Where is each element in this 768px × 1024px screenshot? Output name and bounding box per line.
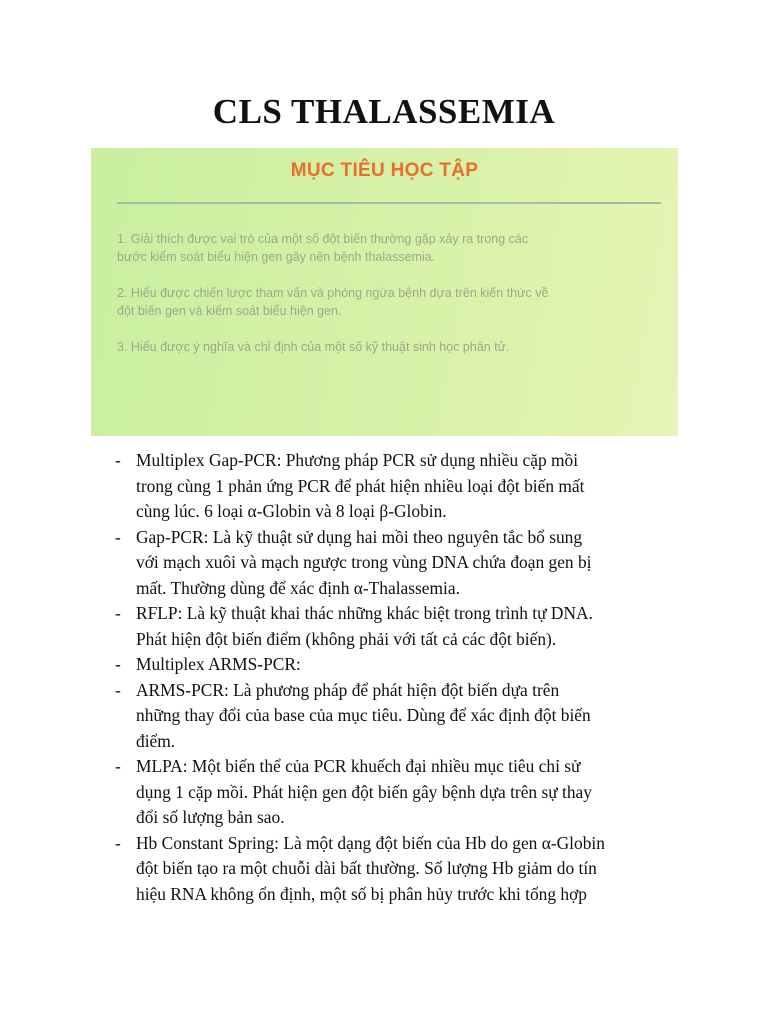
list-item (115, 601, 695, 652)
slide-photo (91, 148, 678, 436)
list-item-text: RFLP: Là kỹ thuật khai thác những khác biệt trong trình tự DNA. Phát hiện đột biến điểm (không phải với tất cả các đột biến). (136, 603, 593, 649)
page-title: CLS THALASSEMIA (212, 92, 556, 131)
list-item-text: MLPA: Một biến thể của PCR khuếch đại nhiều mục tiêu chỉ sử dụng 1 cặp mồi. Phát hiện gen đột biến gây bệnh dựa trên sự thay đổi số lượng bản sao. (136, 756, 592, 827)
slide-line: đột biến gen và kiểm soát biểu hiện gen. (117, 304, 342, 318)
list-item (115, 525, 695, 602)
list-item (115, 831, 695, 908)
slide-line: 1. Giải thích được vai trò của một số đột biến thường gặp xảy ra trong các (117, 232, 529, 246)
list-item-text: ARMS-PCR: Là phương pháp để phát hiện đột biến dựa trên những thay đổi của base của mục tiêu. Dùng để xác định đột biến điểm. (136, 679, 591, 751)
bullet-dash: - (115, 756, 121, 776)
bullet-dash: - (115, 679, 121, 700)
slide-divider (117, 202, 661, 204)
list-item (115, 678, 695, 755)
slide-line: bước kiểm soát biểu hiện gen gây nên bệnh thalassemia. (117, 250, 436, 264)
list-item (115, 652, 695, 678)
slide-objectives (117, 230, 678, 374)
list-item (115, 754, 695, 831)
slide-line: 2. Hiểu được chiến lược tham vấn và phòng ngừa bệnh dựa trên kiến thức về (117, 286, 549, 300)
bullet-dash: - (115, 832, 121, 853)
slide-heading: MỤC TIÊU HỌC TẬP (290, 160, 479, 181)
list-item (115, 448, 695, 525)
bullet-dash: - (115, 603, 121, 623)
list-item-text: Gap-PCR: Là kỹ thuật sử dụng hai mồi theo nguyên tắc bổ sung với mạch xuôi và mạch ngược trong vùng DNA chứa đoạn gen bị mất. Thường dùng để xác định α-Thalassemia. (136, 526, 592, 598)
list-item-text: Multiplex ARMS-PCR: (136, 654, 301, 674)
technique-list (115, 448, 695, 907)
slide-line: 3. Hiểu được ý nghĩa và chỉ định của một số kỹ thuật sinh học phân tử. (117, 340, 510, 354)
bullet-dash: - (115, 526, 121, 547)
list-item-text: Hb Constant Spring: Là một dạng đột biến của Hb do gen α-Globin đột biến tạo ra một chuỗi dài bất thường. Số lượng Hb giảm do tín hiệu RNA không ổn định, một số bị phân hủy trước khi tổng hợp (136, 832, 605, 904)
bullet-dash: - (115, 654, 121, 674)
list-item-text: Multiplex Gap-PCR: Phương pháp PCR sử dụng nhiều cặp mồi trong cùng 1 phản ứng PCR để phát hiện nhiều loại đột biến mất cùng lúc. 6 loại α-Globin và 8 loại β-Globin. (136, 450, 585, 521)
bullet-dash: - (115, 450, 121, 470)
